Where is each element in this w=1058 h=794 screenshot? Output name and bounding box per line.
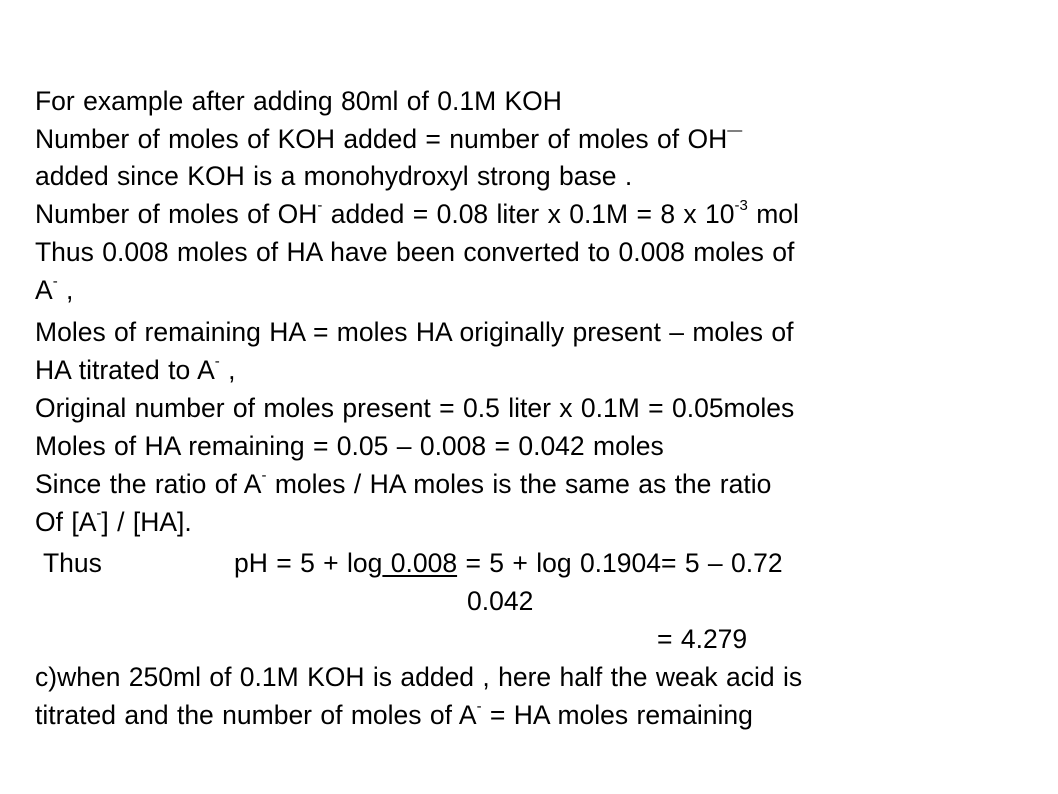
text-line-17-part-a: titrated and the number of moles of A [35, 700, 477, 730]
ph-equation-lhs: pH = 5 + log [234, 548, 383, 578]
text-line-16: c)when 250ml of 0.1M KOH is added , here half the weak acid is [35, 662, 803, 692]
superscript-minus: - [52, 273, 58, 291]
text-line-17-part-b: = HA moles remaining [481, 700, 753, 730]
superscript-exponent: -3 [734, 197, 748, 215]
text-line-12 [35, 507, 192, 537]
ph-equation-rhs: = 5 + log 0.1904= 5 – 0.72 [457, 548, 783, 578]
fraction-denominator: 0.042 [467, 586, 534, 616]
text-line-12-part-a: Of [A [35, 507, 97, 537]
text-line-13-thus: Thus [43, 548, 102, 578]
superscript-minus: - [261, 467, 267, 485]
superscript-minus: - [476, 698, 482, 716]
ph-result: = 4.279 [657, 624, 748, 654]
text-line-4 [35, 199, 799, 229]
text-line-11 [35, 469, 771, 499]
text-line-17 [35, 700, 753, 730]
text-line-4-part-c: mol [747, 199, 799, 229]
text-line-6-part-a: A [35, 275, 53, 305]
text-line-1: For example after adding 80ml of 0.1M KOH [35, 86, 562, 116]
text-line-8-part-b: , [219, 355, 236, 385]
text-line-10: Moles of HA remaining = 0.05 – 0.008 = 0.042 moles [35, 431, 664, 461]
text-line-2-main: Number of moles of KOH added = number of moles of OH [35, 124, 728, 154]
ph-equation [234, 548, 783, 578]
text-line-8-part-a: HA titrated to A [35, 355, 215, 385]
text-line-8 [35, 355, 236, 385]
superscript-minus: - [96, 505, 102, 523]
text-line-6-part-b: , [57, 275, 74, 305]
text-line-12-part-b: ] / [HA]. [101, 507, 192, 537]
superscript-minus: - [317, 197, 323, 215]
text-line-6 [35, 275, 73, 305]
text-line-11-part-a: Since the ratio of A [35, 469, 262, 499]
text-line-5: Thus 0.008 moles of HA have been converted to 0.008 moles of [35, 237, 795, 267]
text-line-2 [35, 124, 742, 154]
text-line-4-part-a: Number of moles of OH [35, 199, 318, 229]
fraction-numerator: 0.008 [382, 548, 458, 578]
text-line-3: added since KOH is a monohydroxyl strong base . [35, 161, 633, 191]
superscript-minus: - [214, 353, 220, 371]
superscript-dash: — [727, 122, 743, 140]
text-line-4-part-b: added = 0.08 liter x 0.1M = 8 x 10 [322, 199, 735, 229]
text-line-7: Moles of remaining HA = moles HA originally present – moles of [35, 317, 794, 347]
text-line-9: Original number of moles present = 0.5 liter x 0.1M = 0.05moles [35, 393, 795, 423]
text-line-11-part-b: moles / HA moles is the same as the ratio [266, 469, 772, 499]
